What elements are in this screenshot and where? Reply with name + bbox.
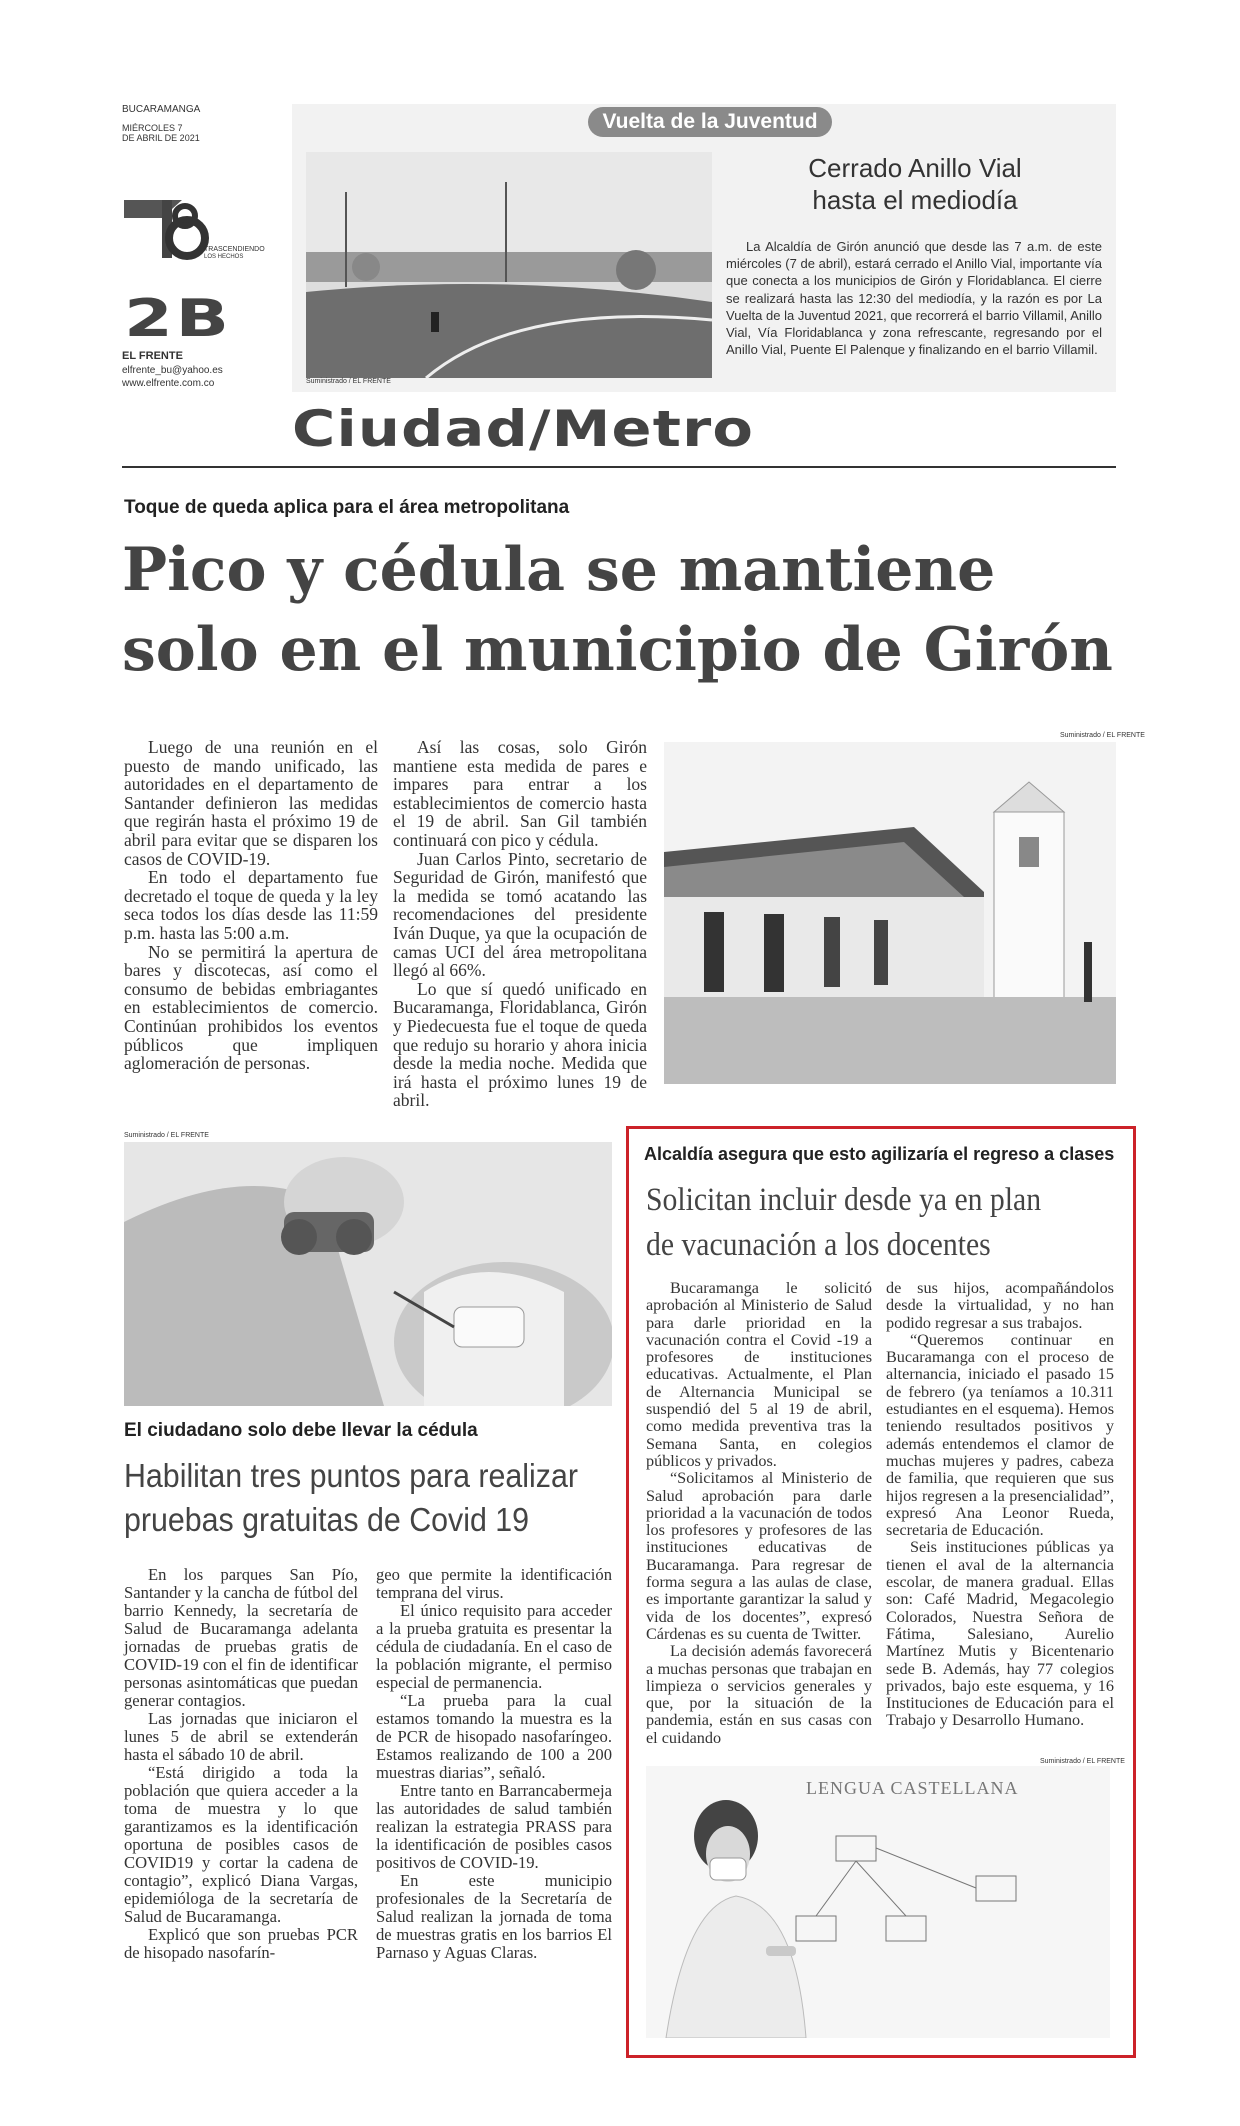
website: www.elfrente.com.co: [122, 378, 215, 389]
top-story-headline: [740, 152, 1090, 216]
teacher-col1-paragraph: La decisión además favorecerá a muchas personas que trabajan en limpieza o servicios generales y que, por la situación de la pandemia, están en sus casas con el cuidando: [646, 1642, 872, 1747]
board-text: LENGUA CASTELLANA: [806, 1778, 1019, 1798]
teacher-col2-paragraph: de sus hijos, acompañándolos desde la virtualidad, y no han podido regresar a sus trabajos.: [886, 1279, 1114, 1332]
teacher-col1-paragraph: Bucaramanga le solicitó aprobación al Ministerio de Salud para darle prioridad en la vacunación contra el Covid -19 a profesores de instituciones educativas. Actualmente, el Plan de Alternancia Municipal se suspendió del 5 al 19 de abril, como medida preventiva tras la Semana Santa, en colegios públicos y privados.: [646, 1279, 872, 1470]
logo-tagline-2: LOS HECHOS: [204, 254, 244, 260]
covid-column-2: [376, 1566, 612, 1962]
main-col2-paragraph: Así las cosas, solo Girón mantiene esta medida de pares e impares para entrar a los establecimientos de comercio hasta el 19 de abril. San Gil también continuará con pico y cédula.: [393, 737, 647, 850]
teacher-column-1: [646, 1280, 872, 1747]
city: BUCARAMANGA: [122, 104, 201, 115]
top-story-headline-line-1: Cerrado Anillo Vial: [808, 153, 1022, 183]
top-story-body: La Alcaldía de Girón anunció que desde las 7 a.m. de este miércoles (7 de abril), estará cerrado el Anillo Vial, importante vía que conecta a los municipios de Girón y Floridablanca. El cierre se realizará hasta las 12:30 del mediodía, y la razón es por La Vuelta de la Juventud 2021, que recorrerá el barrio Villamil, Anillo Vial, Vía Floridablanca y zona refrescante, regresando por el Anillo Vial, Puente El Palenque y finalizando en el barrio Villamil.: [726, 239, 1102, 358]
covid-kicker: El ciudadano solo debe llevar la cédula: [124, 1420, 478, 1441]
top-story-photo-credit: Suministrado / EL FRENTE: [306, 378, 391, 385]
paper-name: EL FRENTE: [122, 350, 183, 362]
teacher-column-2: [886, 1280, 1114, 1730]
main-col1-paragraph: Luego de una reunión en el puesto de mando unificado, las autoridades en el departamento de Santander definieron las medidas que regirán hasta el próximo 19 de abril para evitar que se disparen los casos de COVID-19.: [124, 737, 378, 869]
teacher-headline-line-2: de vacunación a los docentes: [646, 1227, 991, 1263]
main-story-photo-credit: Suministrado / EL FRENTE: [1060, 732, 1145, 739]
covid-col1-paragraph: En los parques San Pío, Santander y la cancha de fútbol del barrio Kennedy, la secretaría de Salud de Bucaramanga adelanta jornadas de pruebas gratis de COVID-19 con el fin de identificar personas asintomáticas que puedan generar contagios.: [124, 1565, 358, 1710]
teacher-headline: [646, 1178, 1078, 1268]
covid-col1-paragraph: “Está dirigido a toda la población que quiera acceder a la toma de muestra y lo que garantizamos es la identificación oportuna de posibles casos de COVID19 y cortar la cadena de contagio”, explicó Diana Vargas, epidemióloga de la secretaría de Salud de Bucaramanga.: [124, 1763, 358, 1926]
main-story-headline-line-2: solo en el municipio de Girón: [122, 615, 1113, 685]
main-col1-paragraph: En todo el departamento fue decretado el toque de queda y la ley seca todos los días desde las 11:59 p.m. hasta las 5:00 a.m.: [124, 867, 378, 943]
covid-col1-paragraph: Explicó que son pruebas PCR de hisopado nasofarín-: [124, 1925, 358, 1962]
covid-col2-paragraph: En este municipio profesionales de la Secretaría de Salud realizan la jornada de toma de muestras gratis en los barrios El Parnaso y Aguas Claras.: [376, 1871, 612, 1962]
covid-col2-paragraph: geo que permite la identificación temprana del virus.: [376, 1565, 612, 1602]
page-number: 2B: [124, 289, 232, 349]
covid-headline-line-2: pruebas gratuitas de Covid 19: [124, 1501, 530, 1538]
section-title: Ciudad/Metro: [292, 400, 755, 458]
logo-mark-icon: [122, 196, 272, 266]
logo: [122, 196, 272, 266]
teacher-photo: [646, 1766, 1110, 2038]
main-story-kicker: Toque de queda aplica para el área metropolitana: [124, 497, 570, 518]
covid-photo-credit: Suministrado / EL FRENTE: [124, 1132, 209, 1139]
main-story-column-1: [124, 738, 378, 1073]
covid-headline-line-1: Habilitan tres puntos para realizar: [124, 1457, 578, 1494]
covid-col2-paragraph: “La prueba para la cual estamos tomando la muestra es la de PCR de hisopado nasofaríngeo. Estamos realizando de 100 a 200 muestras diarias”, señaló.: [376, 1691, 612, 1782]
main-story-photo: [664, 742, 1116, 1084]
covid-col1-paragraph: Las jornadas que iniciaron el lunes 5 de abril se extenderán hasta el sábado 10 de abril.: [124, 1709, 358, 1764]
main-story-headline-line-1: Pico y cédula se mantiene: [122, 535, 996, 605]
top-story-headline-line-2: hasta el mediodía: [812, 185, 1018, 215]
covid-col2-paragraph: Entre tanto en Barrancabermeja las autoridades de salud también realizan la estrategia PRASS para la identificación de posibles casos positivos de COVID-19.: [376, 1781, 612, 1872]
main-col2-paragraph: Juan Carlos Pinto, secretario de Seguridad de Girón, manifestó que la medida se tomó acatando las recomendaciones del presidente Iván Duque, ya que la ocupación de camas UCI del área metropolitana llegó al 66%.: [393, 848, 647, 981]
covid-headline: [124, 1454, 578, 1542]
main-col1-paragraph: No se permitirá la apertura de bares y discotecas, así como el consumo de bebidas embriagantes en establecimientos de comercio. Continúan prohibidos los eventos públicos que impliquen aglomeración de personas.: [124, 941, 378, 1074]
teacher-col2-paragraph: “Queremos continuar en Bucaramanga con el proceso de alternancia, iniciado el pasado 15 de febrero (ya teníamos a 10.311 estudiantes en el esquema). Hemos teniendo resultados positivos y además entendemos el clamor de muchas mujeres y padres, cabeza de familia, que requieren que sus hijos regresen a la presencialidad”, expresó Ana Leonor Rueda, secretaria de Educación.: [886, 1330, 1114, 1540]
email: elfrente_bu@yahoo.es: [122, 365, 223, 376]
covid-col2-paragraph: El único requisito para acceder a la prueba gratuita es presentar la cédula de ciudadanía. En el caso de la población migrante, el permiso especial de permanencia.: [376, 1601, 612, 1692]
date-line-1: MIÉRCOLES 7: [122, 123, 183, 133]
main-col2-paragraph: Lo que sí quedó unificado en Bucaramanga, Floridablanca, Girón y Piedecuesta fue el toque de queda que redujo su horario y ahora inicia desde la media noche. Medida que irá hasta el próximo lunes 19 de abril.: [393, 978, 647, 1111]
covid-column-1: [124, 1566, 358, 1962]
masthead: [122, 104, 292, 143]
logo-tagline-1: TRASCENDIENDO: [204, 246, 265, 253]
date-line-2: DE ABRIL DE 2021: [122, 133, 200, 143]
teacher-col2-paragraph: Seis instituciones públicas ya tienen el aval de la alternancia escolar, de manera gradual. Ellas son: Café Madrid, Megacolegio Colorados, Nuestra Señora de Fátima, Salesiano, Aurelio Martínez Mutis y Bicentenario sede B. Además, hay 77 colegios privados, bajo este esquema, y 16 Instituciones de Educación para el Trabajo y Desarrollo Humano.: [886, 1538, 1114, 1730]
teacher-headline-line-1: Solicitan incluir desde ya en plan: [646, 1182, 1042, 1218]
teacher-kicker: Alcaldía asegura que esto agilizaría el regreso a clases: [644, 1144, 1115, 1164]
main-story-headline: [122, 530, 1116, 690]
top-story-badge: Vuelta de la Juventud: [588, 107, 832, 137]
top-story-photo: [306, 152, 712, 378]
teacher-photo-credit: Suministrado / EL FRENTE: [1040, 1758, 1125, 1765]
main-story-column-2: [393, 738, 647, 1110]
covid-photo: [124, 1142, 612, 1406]
section-divider: [122, 466, 1116, 468]
teacher-col1-paragraph: “Solicitamos al Ministerio de Salud aprobación para darle prioridad a la vacunación de todos los profesores y profesores de las instituciones educativas de Bucaramanga. Para regresar de forma segura a las aulas de clase, es importante garantizar la salud y vida de los docentes”, expresó Cárdenas es su cuenta de Twitter.: [646, 1469, 872, 1643]
